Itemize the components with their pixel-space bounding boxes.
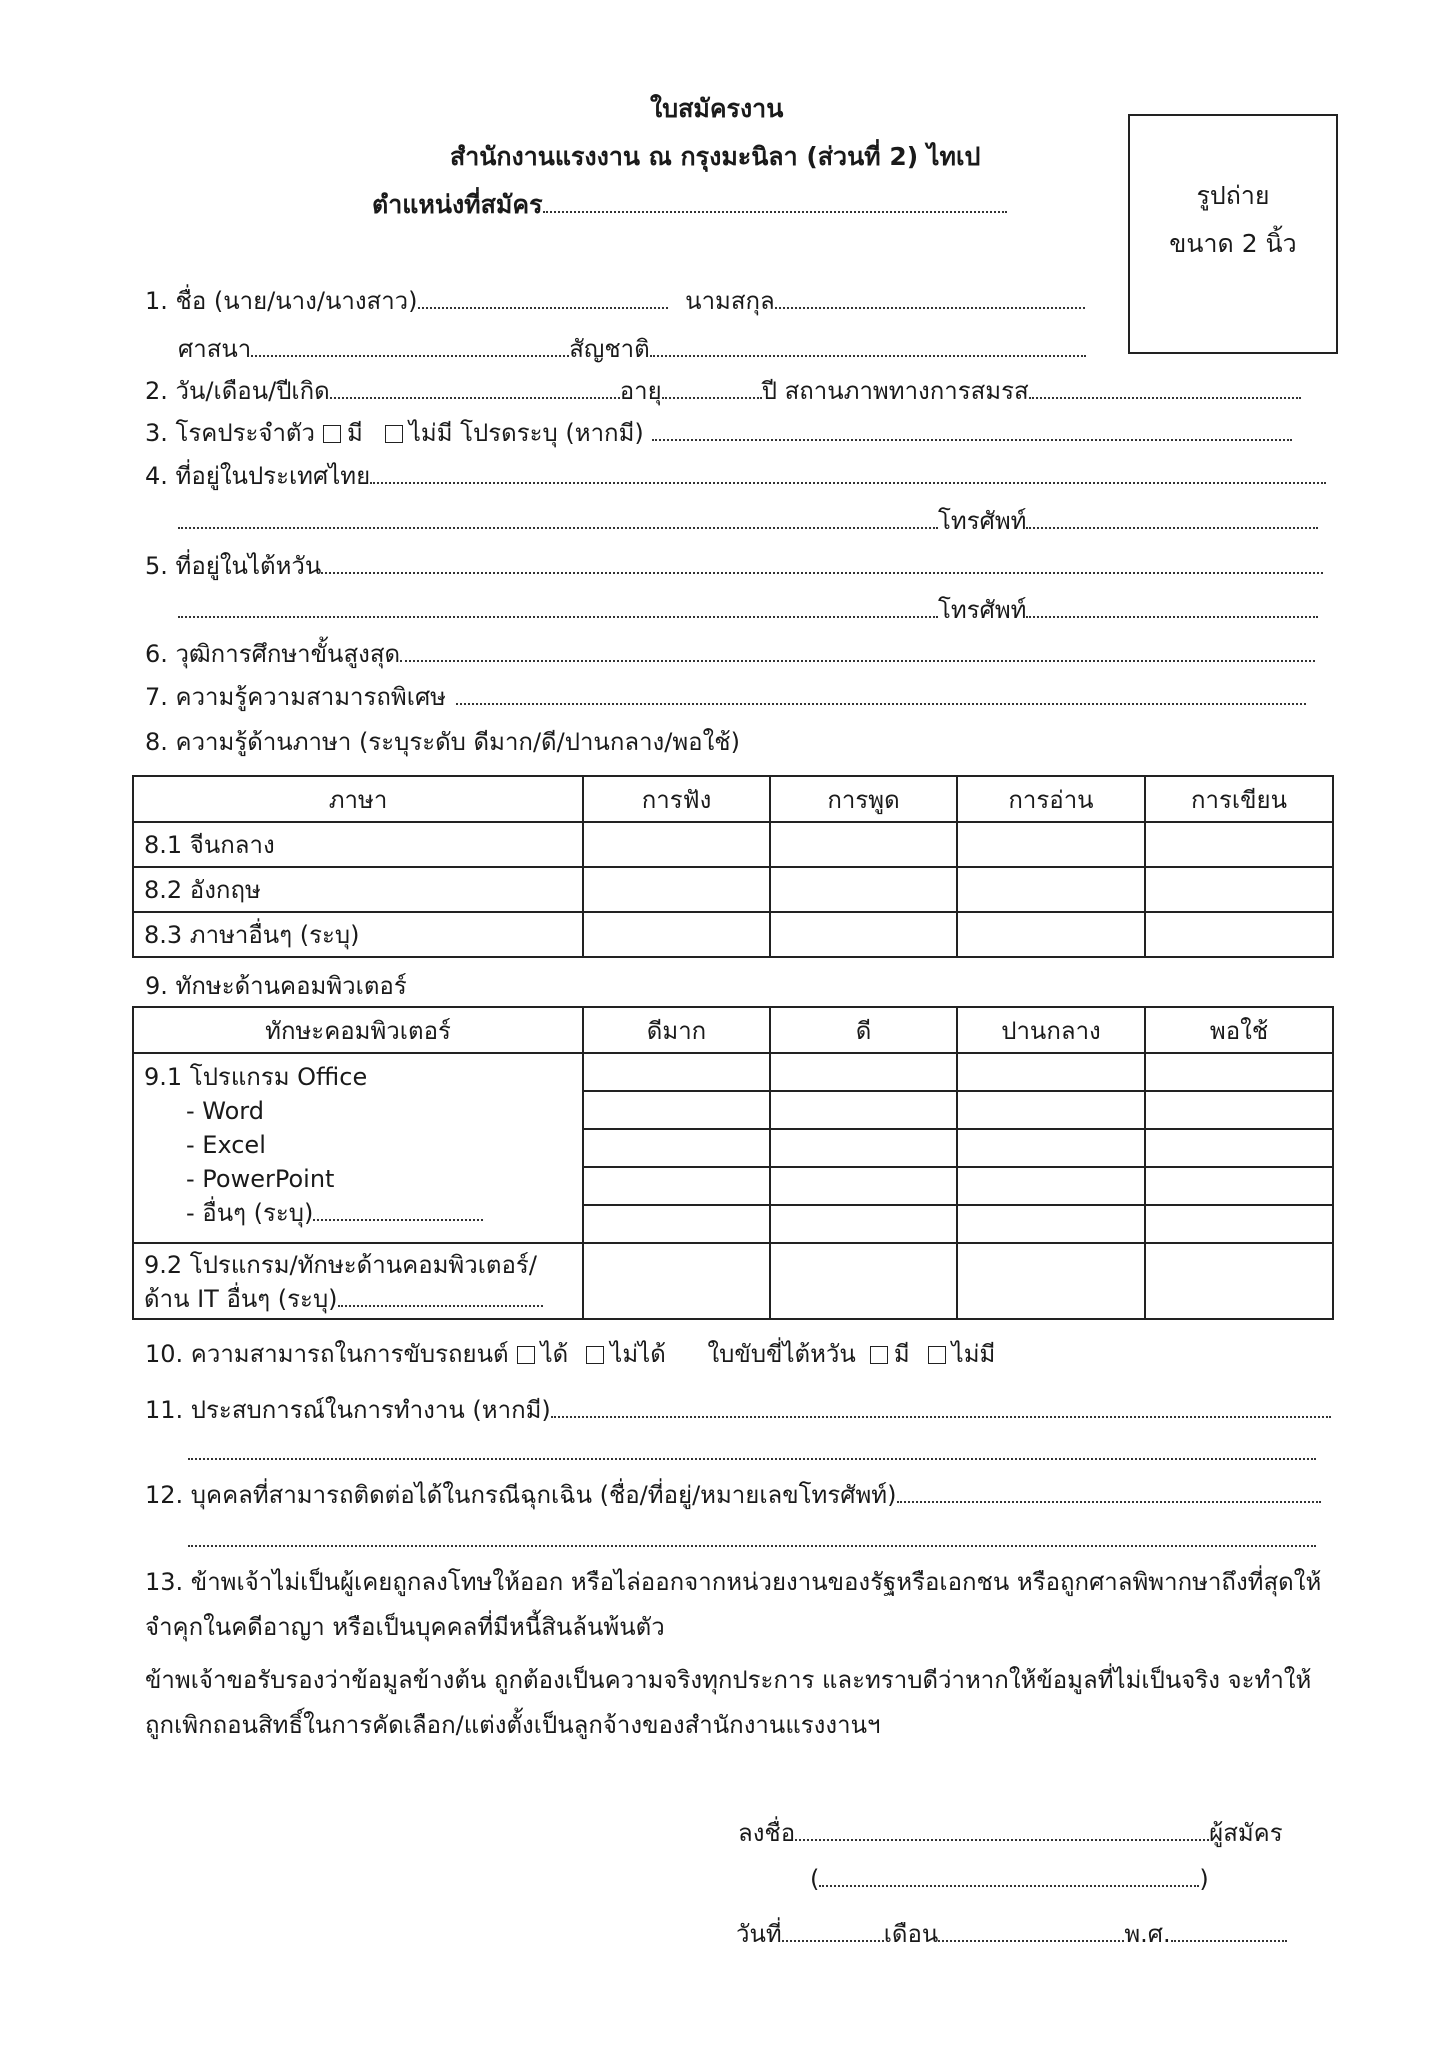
- computer-table: [132, 1006, 1334, 1320]
- applicant-label: ผู้สมัคร: [1209, 1819, 1283, 1847]
- header-good: ดี: [770, 1007, 957, 1053]
- header-adequate: พอใช้: [1145, 1007, 1333, 1053]
- disease-yes-label: มี: [346, 419, 363, 447]
- item-4-phone-row: [178, 504, 1318, 538]
- month-input-line[interactable]: [938, 1918, 1124, 1942]
- other-it-cell: [133, 1243, 583, 1319]
- item-12-row: [145, 1478, 1321, 1512]
- item-11-row: [145, 1393, 1331, 1427]
- table-cell[interactable]: [1145, 1243, 1333, 1319]
- table-cell[interactable]: [583, 912, 770, 957]
- experience-input-line-2[interactable]: [188, 1436, 1316, 1460]
- disease-input-line[interactable]: [652, 417, 1292, 441]
- office-item-word: - Word: [186, 1097, 264, 1125]
- item-1-religion-row: [178, 332, 1086, 366]
- experience-label: 11. ประสบการณ์ในการทำงาน (หากมี): [145, 1396, 551, 1424]
- taiwan-phone-input-line[interactable]: [1026, 594, 1318, 618]
- table-cell[interactable]: [957, 1129, 1145, 1167]
- item-13-line1: 13. ข้าพเจ้าไม่เป็นผู้เคยถูกลงโทษให้ออก หรือไล่ออกจากหน่วยงานของรัฐหรือเอกชน หรือถูกศาลพิพากษาถึงที่สุดให้: [145, 1568, 1322, 1596]
- table-row: [133, 867, 1333, 912]
- office-title: 9.1 โปรแกรม Office: [144, 1063, 368, 1091]
- taiwan-phone-label: โทรศัพท์: [938, 596, 1027, 624]
- year-label: พ.ศ.: [1124, 1920, 1171, 1948]
- office-name: สำนักงานแรงงาน ณ กรุงมะนิลา (ส่วนที่ 2) ไทเป: [450, 142, 981, 171]
- religion-label: ศาสนา: [178, 335, 252, 363]
- date-label: วันที่: [736, 1920, 782, 1948]
- table-cell[interactable]: [1145, 1167, 1333, 1205]
- header-listening: การฟัง: [583, 776, 770, 822]
- education-label: 6. วุฒิการศึกษาขั้นสูงสุด: [145, 640, 401, 668]
- office-item-powerpoint: - PowerPoint: [186, 1165, 335, 1193]
- other-it-line1: 9.2 โปรแกรม/ทักษะด้านคอมพิวเตอร์/: [144, 1251, 537, 1279]
- date-row: [736, 1917, 1287, 1951]
- table-cell[interactable]: [770, 912, 957, 957]
- table-cell[interactable]: [770, 1205, 957, 1243]
- photo-size-label: ขนาด 2 นิ้ว: [1169, 229, 1297, 258]
- table-cell[interactable]: [957, 912, 1145, 957]
- emergency-contact-input-line[interactable]: [897, 1479, 1321, 1503]
- other-it-input-line[interactable]: [338, 1283, 543, 1307]
- nationality-label: สัญชาติ: [569, 335, 650, 363]
- signature-input-line[interactable]: [795, 1817, 1209, 1841]
- item-10-row: [145, 1337, 995, 1371]
- table-cell[interactable]: [583, 1167, 770, 1205]
- open-paren: (: [810, 1865, 820, 1893]
- disease-no-checkbox[interactable]: [385, 425, 403, 443]
- driving-can-checkbox[interactable]: [517, 1346, 535, 1364]
- driving-cannot-checkbox[interactable]: [586, 1346, 604, 1364]
- table-cell[interactable]: [770, 1243, 957, 1319]
- item-12-row-2: [188, 1522, 1316, 1556]
- item-13-line2: จำคุกในคดีอาญา หรือเป็นบุคคลที่มีหนี้สินล้นพ้นตัว: [145, 1613, 665, 1641]
- table-cell[interactable]: [957, 1091, 1145, 1129]
- table-cell[interactable]: [583, 1243, 770, 1319]
- table-cell[interactable]: [583, 1129, 770, 1167]
- header-language: ภาษา: [133, 776, 583, 822]
- photo-box[interactable]: [1128, 114, 1338, 354]
- item-7-row: [145, 680, 1306, 714]
- thai-phone-input-line[interactable]: [1026, 505, 1318, 529]
- table-row: [133, 822, 1333, 867]
- header-speaking: การพูด: [770, 776, 957, 822]
- item-5-row: [145, 549, 1323, 583]
- surname-label: นามสกุล: [685, 287, 775, 315]
- license-no-checkbox[interactable]: [928, 1346, 946, 1364]
- table-cell[interactable]: [770, 1167, 957, 1205]
- header-reading: การอ่าน: [957, 776, 1145, 822]
- emergency-contact-label: 12. บุคคลที่สามารถติดต่อได้ในกรณีฉุกเฉิน (ชื่อ/ที่อยู่/หมายเลขโทรศัพท์): [145, 1481, 897, 1509]
- table-cell[interactable]: [1145, 1129, 1333, 1167]
- special-skill-label: 7. ความรู้ความสามารถพิเศษ: [145, 683, 446, 711]
- item-9-label: 9. ทักษะด้านคอมพิวเตอร์: [145, 972, 407, 1000]
- item-4-row: [145, 459, 1326, 493]
- special-skill-input-line[interactable]: [456, 681, 1306, 705]
- day-input-line[interactable]: [782, 1918, 884, 1942]
- office-item-excel: - Excel: [186, 1131, 266, 1159]
- header-fair: ปานกลาง: [957, 1007, 1145, 1053]
- office-programs-cell: [133, 1053, 583, 1243]
- table-cell[interactable]: [770, 822, 957, 867]
- table-cell[interactable]: [957, 1205, 1145, 1243]
- birthdate-input-line[interactable]: [330, 375, 620, 399]
- row-label-chinese: 8.1 จีนกลาง: [133, 822, 583, 867]
- experience-input-line[interactable]: [551, 1394, 1331, 1418]
- driving-cannot-label: ไม่ได้: [610, 1340, 666, 1368]
- age-input-line[interactable]: [662, 375, 762, 399]
- certification-statement: [145, 1658, 1345, 1748]
- table-cell[interactable]: [770, 1053, 957, 1091]
- table-cell[interactable]: [770, 1129, 957, 1167]
- item-5-phone-row: [178, 593, 1318, 627]
- language-table-header-row: [133, 776, 1333, 822]
- header-computer-skill: ทักษะคอมพิวเตอร์: [133, 1007, 583, 1053]
- license-label: ใบขับขี่ไต้หวัน: [707, 1340, 856, 1368]
- education-input-line[interactable]: [400, 638, 1315, 662]
- position-input-line[interactable]: [543, 189, 1007, 213]
- table-cell[interactable]: [583, 822, 770, 867]
- item-6-row: [145, 637, 1315, 671]
- table-cell[interactable]: [583, 1091, 770, 1129]
- table-cell[interactable]: [957, 1053, 1145, 1091]
- table-cell[interactable]: [1145, 912, 1333, 957]
- taiwan-address-input-line[interactable]: [321, 550, 1323, 574]
- name-input-line[interactable]: [418, 285, 668, 309]
- table-cell[interactable]: [1145, 1091, 1333, 1129]
- table-cell[interactable]: [1145, 1205, 1333, 1243]
- disease-specify-label: ไม่มี โปรดระบุ (หากมี): [408, 419, 644, 447]
- thai-address-label: 4. ที่อยู่ในประเทศไทย: [145, 462, 371, 490]
- table-row: [133, 1243, 1333, 1319]
- table-cell[interactable]: [957, 822, 1145, 867]
- table-cell[interactable]: [583, 867, 770, 912]
- language-table: [132, 775, 1334, 958]
- other-it-line2: ด้าน IT อื่นๆ (ระบุ): [144, 1285, 338, 1313]
- item-8-label: 8. ความรู้ด้านภาษา (ระบุระดับ ดีมาก/ดี/ปานกลาง/พอใช้): [145, 728, 740, 756]
- printed-name-row: [810, 1862, 1209, 1896]
- taiwan-address-input-line-2[interactable]: [178, 594, 938, 618]
- office-item-other-label: - อื่นๆ (ระบุ): [186, 1199, 314, 1227]
- sign-label: ลงชื่อ: [738, 1819, 796, 1847]
- header-excellent: ดีมาก: [583, 1007, 770, 1053]
- table-row: [133, 1053, 1333, 1091]
- name-label: 1. ชื่อ (นาย/นาง/นางสาว): [145, 287, 418, 315]
- table-cell[interactable]: [1145, 822, 1333, 867]
- item-1-name-row: [145, 284, 1085, 318]
- photo-label: รูปถ่าย: [1196, 181, 1270, 210]
- driving-can-label: ได้: [540, 1340, 569, 1368]
- thai-phone-label: โทรศัพท์: [938, 507, 1027, 535]
- table-cell[interactable]: [957, 867, 1145, 912]
- row-label-other-language: 8.3 ภาษาอื่นๆ (ระบุ): [133, 912, 583, 957]
- year-input-line[interactable]: [1171, 1918, 1287, 1942]
- license-no-label: ไม่มี: [951, 1340, 996, 1368]
- header-writing: การเขียน: [1145, 776, 1333, 822]
- surname-input-line[interactable]: [775, 285, 1085, 309]
- table-row: [133, 912, 1333, 957]
- marital-label: ปี สถานภาพทางการสมรส: [761, 377, 1029, 405]
- printed-name-input-line[interactable]: [819, 1863, 1199, 1887]
- item-13-statement: [145, 1560, 1345, 1650]
- table-cell[interactable]: [957, 1167, 1145, 1205]
- other-it-line2-row: [144, 1282, 572, 1316]
- disease-label: 3. โรคประจำตัว: [145, 419, 315, 447]
- table-cell[interactable]: [770, 867, 957, 912]
- license-yes-checkbox[interactable]: [870, 1346, 888, 1364]
- month-label: เดือน: [883, 1920, 939, 1948]
- form-title: ใบสมัครงาน: [650, 94, 784, 123]
- table-cell[interactable]: [1145, 867, 1333, 912]
- disease-yes-checkbox[interactable]: [323, 425, 341, 443]
- office-other-input-line[interactable]: [313, 1197, 483, 1221]
- age-label: อายุ: [619, 377, 662, 405]
- religion-input-line[interactable]: [251, 333, 569, 357]
- office-item-other: [144, 1196, 572, 1230]
- item-2-row: [145, 374, 1301, 408]
- table-cell[interactable]: [1145, 1053, 1333, 1091]
- table-cell[interactable]: [770, 1091, 957, 1129]
- position-row: [372, 188, 1007, 222]
- thai-address-input-line-2[interactable]: [178, 505, 938, 529]
- emergency-contact-input-line-2[interactable]: [188, 1523, 1316, 1547]
- license-yes-label: มี: [893, 1340, 910, 1368]
- nationality-input-line[interactable]: [650, 333, 1086, 357]
- signature-row: [738, 1816, 1283, 1850]
- certify-line1: ข้าพเจ้าขอรับรองว่าข้อมูลข้างต้น ถูกต้องเป็นความจริงทุกประการ และทราบดีว่าหากให้ข้อมูลที่ไม่เป็นจริง จะทำให้: [145, 1666, 1312, 1694]
- close-paren: ): [1199, 1865, 1209, 1893]
- table-cell[interactable]: [957, 1243, 1145, 1319]
- birthdate-label: 2. วัน/เดือน/ปีเกิด: [145, 377, 330, 405]
- driving-label: 10. ความสามารถในการขับรถยนต์: [145, 1340, 509, 1368]
- marital-input-line[interactable]: [1029, 375, 1301, 399]
- item-3-row: [145, 416, 1292, 450]
- certify-line2: ถูกเพิกถอนสิทธิ์ในการคัดเลือก/แต่งตั้งเป็นลูกจ้างของสำนักงานแรงงานฯ: [145, 1711, 881, 1739]
- position-label: ตำแหน่งที่สมัคร: [372, 190, 543, 219]
- table-cell[interactable]: [583, 1205, 770, 1243]
- row-label-english: 8.2 อังกฤษ: [133, 867, 583, 912]
- table-cell[interactable]: [583, 1053, 770, 1091]
- taiwan-address-label: 5. ที่อยู่ในไต้หวัน: [145, 552, 322, 580]
- computer-table-header-row: [133, 1007, 1333, 1053]
- item-11-row-2: [188, 1435, 1316, 1469]
- thai-address-input-line[interactable]: [370, 460, 1326, 484]
